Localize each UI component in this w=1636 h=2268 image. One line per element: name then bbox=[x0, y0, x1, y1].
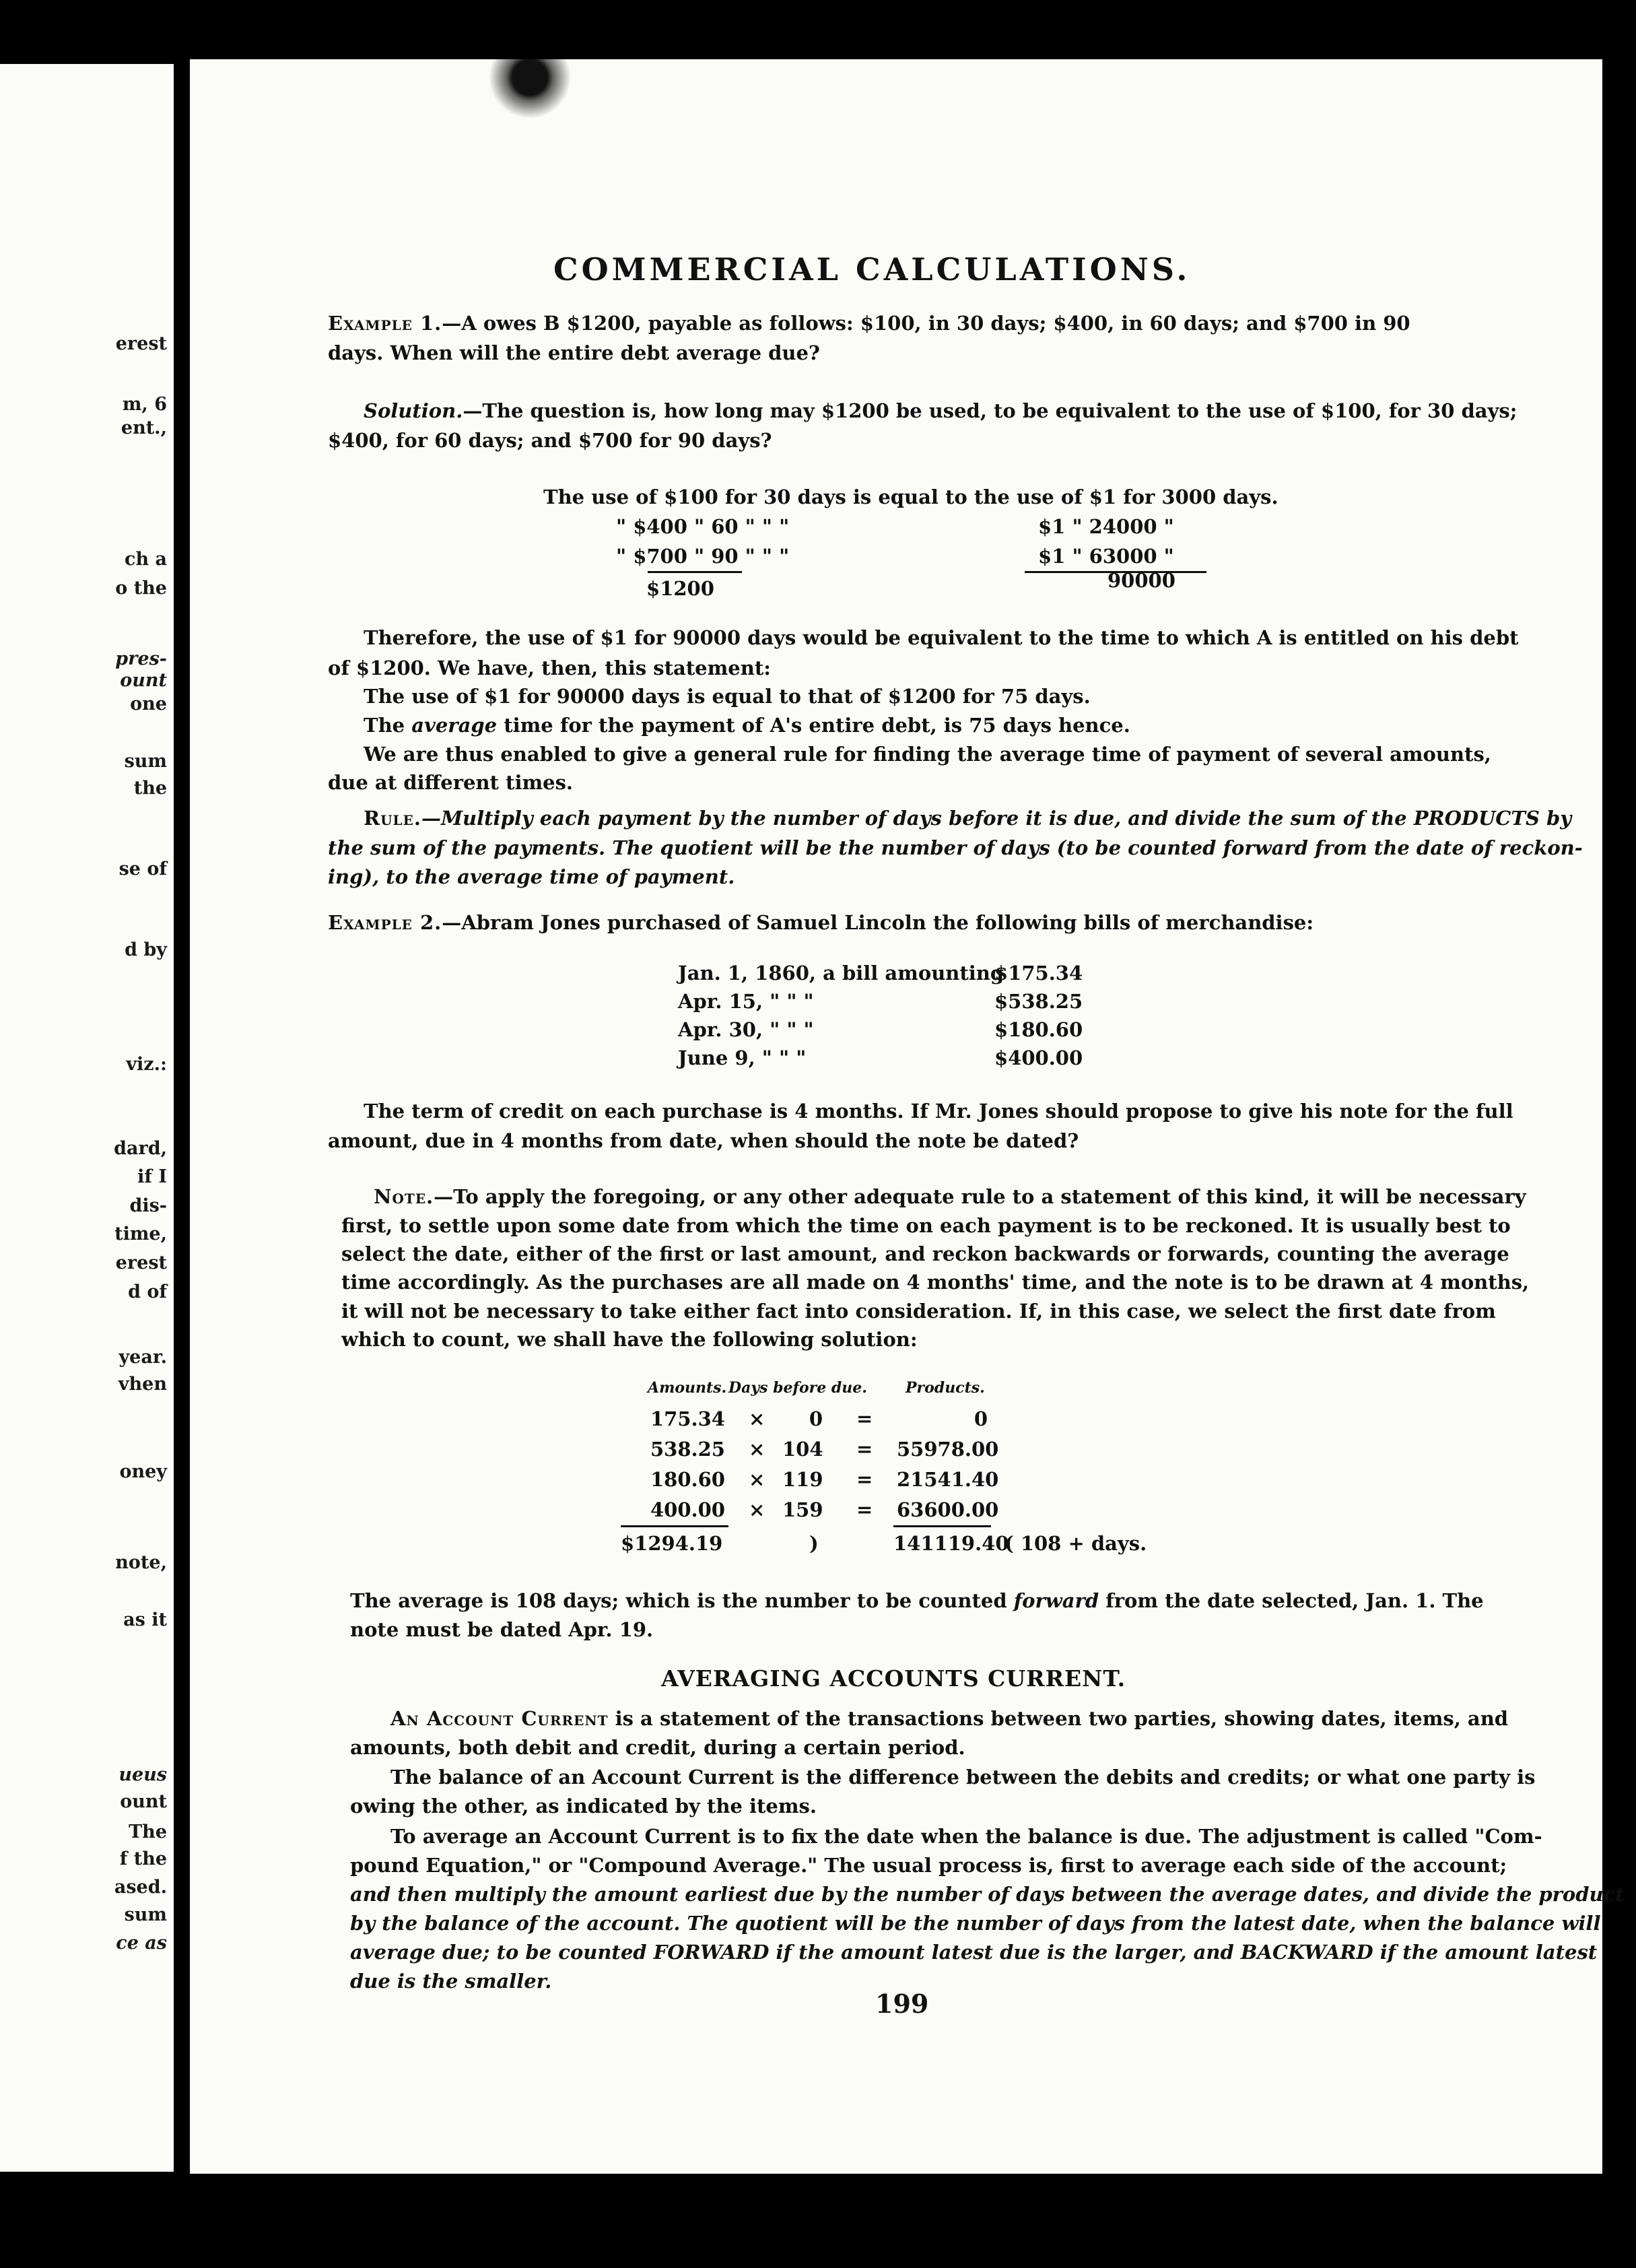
margin-fragment: the bbox=[133, 778, 167, 799]
margin-fragment: pres- bbox=[115, 648, 167, 669]
margin-fragment: f the bbox=[119, 1848, 167, 1869]
table-product: 21541.40 bbox=[897, 1468, 999, 1491]
division-paren: ) bbox=[809, 1532, 819, 1555]
margin-fragment: time, bbox=[114, 1224, 167, 1244]
example-label: Example 2. bbox=[328, 911, 442, 934]
account-line: To average an Account Current is to fix the date when the balance is due. The adjustment is called "Com- bbox=[390, 1825, 1542, 1848]
table-product: 55978.00 bbox=[897, 1438, 999, 1461]
bill-amount: $175.34 bbox=[994, 962, 1083, 985]
note-line: first, to settle upon some date from which the time on each payment is to be reckoned. It is usually best to bbox=[341, 1214, 1511, 1237]
table-days: 0 bbox=[809, 1407, 823, 1430]
solution-label: Solution. bbox=[364, 399, 463, 422]
solution-line1: Solution.—The question is, how long may $1200 be used, to be equivalent to the use of $100, for 30 days; bbox=[364, 399, 1518, 422]
margin-fragment: o the bbox=[115, 578, 167, 599]
quotient-result: ( 108 + days. bbox=[1004, 1532, 1147, 1555]
account-line: An Account Current is a statement of the transactions between two parties, showing dates, items, and bbox=[390, 1707, 1509, 1730]
page-title: COMMERCIAL CALCULATIONS. bbox=[553, 251, 1191, 288]
use-row2-right: $1 " 24000 " bbox=[1038, 515, 1174, 538]
rule-line2: the sum of the payments. The quotient will be the number of days (to be counted forward from the date of reckon- bbox=[328, 836, 1583, 859]
para-line: We are thus enabled to give a general rule for finding the average time of payment of several amounts, bbox=[364, 743, 1491, 766]
note-line: it will not be necessary to take either fact into consideration. If, in this case, we select the first date from bbox=[341, 1300, 1496, 1323]
account-line: by the balance of the account. The quotient will be the number of days from the latest date, when the balance will bbox=[350, 1912, 1601, 1935]
account-line: average due; to be counted FORWARD if the amount latest due is the larger, and BACKWARD if the amount latest bbox=[350, 1941, 1598, 1964]
page-gutter bbox=[174, 0, 190, 2268]
ink-blot bbox=[489, 59, 570, 120]
table-days: 159 bbox=[782, 1498, 823, 1521]
bill-date: Apr. 15, " " " bbox=[678, 990, 814, 1013]
use-total-right: 90000 bbox=[1107, 569, 1175, 592]
sum-rule bbox=[893, 1525, 991, 1527]
margin-fragment: as it bbox=[123, 1609, 167, 1630]
sum-rule bbox=[621, 1525, 728, 1527]
para-line: The average time for the payment of A's entire debt, is 75 days hence. bbox=[364, 714, 1130, 737]
rule-line3: ing), to the average time of payment. bbox=[328, 865, 735, 888]
col-header-amounts: Amounts. bbox=[648, 1379, 727, 1397]
margin-fragment: ount bbox=[120, 670, 167, 691]
margin-fragment: ased. bbox=[114, 1877, 167, 1898]
margin-fragment: one bbox=[130, 694, 167, 714]
col-header-products: Products. bbox=[906, 1379, 985, 1397]
use-row1: The use of $100 for 30 days is equal to the use of $1 for 3000 days. bbox=[543, 486, 1279, 508]
margin-fragment: ueus bbox=[118, 1764, 167, 1785]
credit-line: amount, due in 4 months from date, when should the note be dated? bbox=[328, 1129, 1079, 1152]
average-line: The average is 108 days; which is the number to be counted forward from the date selected, Jan. 1. The bbox=[350, 1589, 1484, 1612]
use-row3-left: " $700 " 90 " " " bbox=[616, 545, 790, 568]
account-line: pound Equation," or "Compound Average." The usual process is, first to average each side of the account; bbox=[350, 1854, 1507, 1877]
account-line: and then multiply the amount earliest due by the number of days between the average dates, and divide the product bbox=[350, 1883, 1625, 1906]
rule-label: Rule. bbox=[364, 807, 421, 830]
use-row2-left: " $400 " 60 " " " bbox=[616, 515, 790, 538]
example1-line2: days. When will the entire debt average due? bbox=[328, 341, 820, 364]
bill-date: Jan. 1, 1860, a bill amounting bbox=[678, 962, 1004, 985]
account-line: amounts, both debit and credit, during a certain period. bbox=[350, 1736, 965, 1759]
margin-fragment: ent., bbox=[121, 418, 167, 438]
bill-amount: $180.60 bbox=[994, 1018, 1083, 1041]
margin-fragment: erest bbox=[115, 333, 167, 354]
section-title: AVERAGING ACCOUNTS CURRENT. bbox=[661, 1665, 1126, 1692]
account-line: due is the smaller. bbox=[350, 1970, 552, 1993]
para-line: due at different times. bbox=[328, 771, 574, 794]
bill-amount: $400.00 bbox=[994, 1046, 1083, 1069]
margin-fragment: d by bbox=[125, 939, 167, 960]
table-amount: 400.00 bbox=[650, 1498, 725, 1521]
total-amount: $1294.19 bbox=[621, 1532, 723, 1555]
table-days: 104 bbox=[782, 1438, 823, 1461]
para-line: The use of $1 for 90000 days is equal to that of $1200 for 75 days. bbox=[364, 685, 1091, 708]
equals-sign: = bbox=[856, 1407, 873, 1430]
equals-sign: = bbox=[856, 1498, 873, 1521]
bill-date: Apr. 30, " " " bbox=[678, 1018, 814, 1041]
table-amount: 180.60 bbox=[650, 1468, 725, 1491]
example2-line: Example 2.—Abram Jones purchased of Samuel Lincoln the following bills of merchandise: bbox=[328, 911, 1314, 934]
margin-fragment: m, 6 bbox=[122, 394, 167, 415]
equals-sign: = bbox=[856, 1468, 873, 1491]
margin-fragment: ount bbox=[120, 1791, 167, 1812]
margin-fragment: se of bbox=[118, 859, 167, 879]
use-row3-right: $1 " 63000 " bbox=[1038, 545, 1174, 568]
facing-page-fragment bbox=[0, 64, 174, 2172]
times-sign: × bbox=[749, 1407, 765, 1430]
margin-fragment: erest bbox=[115, 1253, 167, 1273]
solution-line2: $400, for 60 days; and $700 for 90 days? bbox=[328, 429, 772, 452]
times-sign: × bbox=[749, 1438, 765, 1461]
note-line: time accordingly. As the purchases are all made on 4 months' time, and the note is to be drawn at 4 months, bbox=[341, 1271, 1530, 1294]
example-label: Example 1. bbox=[328, 312, 442, 335]
margin-fragment: sum bbox=[124, 751, 167, 772]
margin-fragment: year. bbox=[118, 1347, 167, 1368]
average-line: note must be dated Apr. 19. bbox=[350, 1618, 654, 1641]
page-number: 199 bbox=[875, 1989, 929, 2019]
margin-fragment: if I bbox=[137, 1166, 167, 1187]
margin-fragment: dis- bbox=[129, 1195, 167, 1216]
margin-fragment: d of bbox=[128, 1281, 167, 1302]
margin-fragment: vhen bbox=[118, 1374, 167, 1395]
margin-fragment: ce as bbox=[116, 1933, 167, 1954]
margin-fragment: sum bbox=[124, 1904, 167, 1925]
note-line: select the date, either of the first or last amount, and reckon backwards or forwards, counting the average bbox=[341, 1242, 1509, 1265]
credit-line: The term of credit on each purchase is 4 months. If Mr. Jones should propose to give his note for the full bbox=[364, 1100, 1513, 1123]
table-product: 63600.00 bbox=[897, 1498, 999, 1521]
margin-fragment: ch a bbox=[125, 549, 167, 570]
para-line: of $1200. We have, then, this statement: bbox=[328, 657, 771, 679]
col-header-days: Days before due. bbox=[728, 1379, 867, 1397]
total-product: 141119.40 bbox=[893, 1532, 1009, 1555]
note-line: Note.—To apply the foregoing, or any other adequate rule to a statement of this kind, it will be necessary bbox=[374, 1185, 1526, 1208]
table-product: 0 bbox=[974, 1407, 988, 1430]
margin-fragment: The bbox=[129, 1822, 167, 1842]
margin-fragment: oney bbox=[119, 1461, 167, 1482]
table-amount: 538.25 bbox=[650, 1438, 725, 1461]
account-line: owing the other, as indicated by the items. bbox=[350, 1795, 817, 1817]
sum-rule bbox=[648, 571, 742, 573]
table-days: 119 bbox=[782, 1468, 823, 1491]
book-page bbox=[190, 59, 1625, 2174]
para-line: Therefore, the use of $1 for 90000 days would be equivalent to the time to which A is entitled on his debt bbox=[364, 626, 1519, 649]
margin-fragment: note, bbox=[115, 1552, 167, 1573]
use-total-left: $1200 bbox=[646, 577, 714, 600]
table-amount: 175.34 bbox=[650, 1407, 725, 1430]
times-sign: × bbox=[749, 1498, 765, 1521]
note-label: Note. bbox=[374, 1185, 434, 1208]
bill-date: June 9, " " " bbox=[678, 1046, 807, 1069]
account-line: The balance of an Account Current is the difference between the debits and credits; or what one party is bbox=[390, 1766, 1536, 1789]
rule-line1: Rule.—Multiply each payment by the number of days before it is due, and divide the sum of the PRODUCTS by bbox=[364, 807, 1572, 830]
example1-line1: Example 1.—A owes B $1200, payable as follows: $100, in 30 days; $400, in 60 days; and $700 in 90 bbox=[328, 312, 1410, 335]
margin-fragment: viz.: bbox=[126, 1054, 167, 1075]
bill-amount: $538.25 bbox=[994, 990, 1083, 1013]
note-line: which to count, we shall have the following solution: bbox=[341, 1328, 918, 1351]
margin-fragment: dard, bbox=[114, 1138, 167, 1159]
equals-sign: = bbox=[856, 1438, 873, 1461]
times-sign: × bbox=[749, 1468, 765, 1491]
